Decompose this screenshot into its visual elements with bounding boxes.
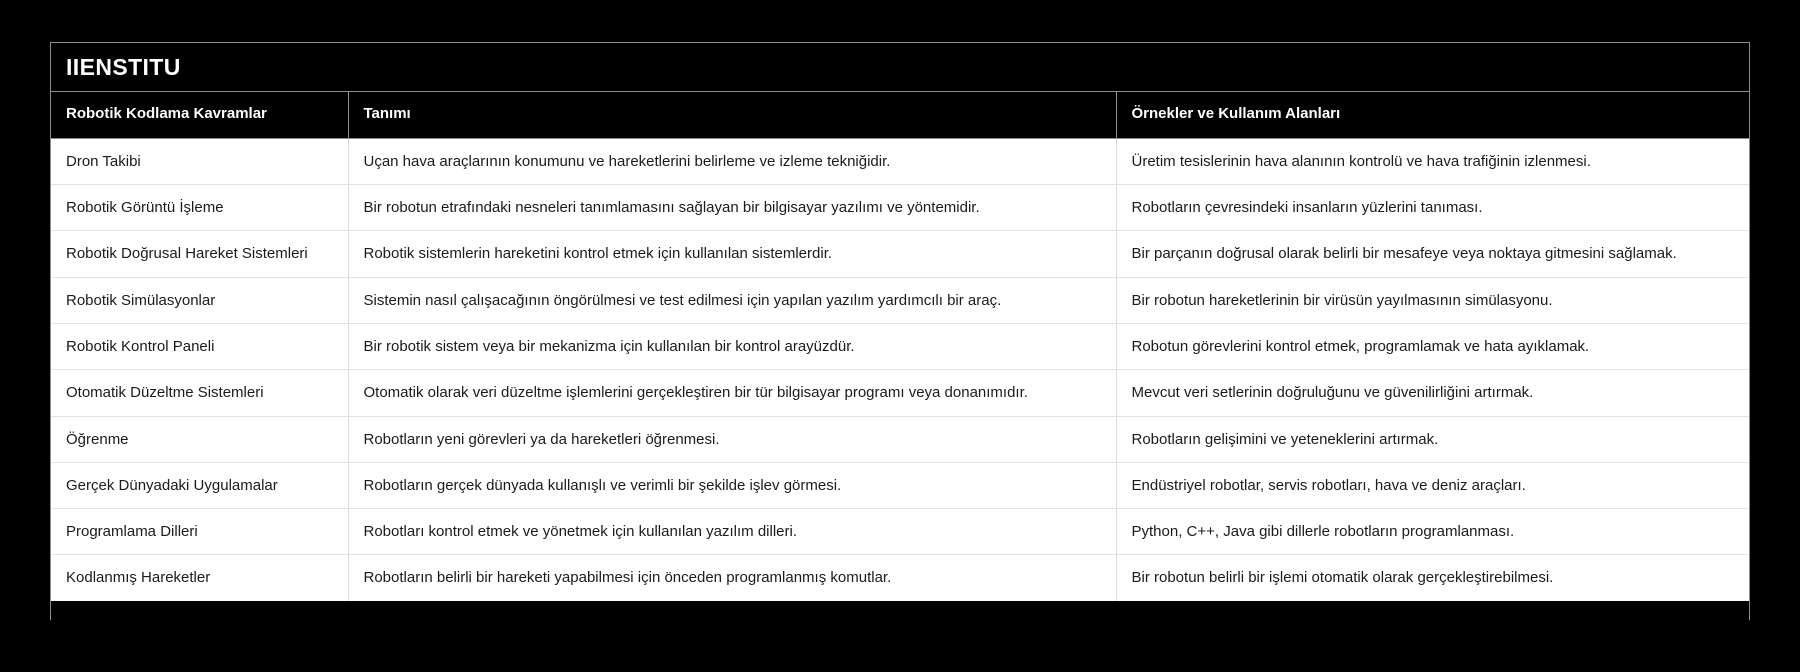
table-row [51, 138, 1749, 184]
cell-definition: Uçan hava araçlarının konumunu ve hareketlerini belirleme ve izleme tekniğidir. [348, 138, 1116, 184]
cell-definition: Robotların yeni görevleri ya da hareketleri öğrenmesi. [348, 416, 1116, 462]
cell-examples: Robotların gelişimini ve yeteneklerini artırmak. [1116, 416, 1749, 462]
brand-header [51, 43, 1749, 92]
cell-examples: Endüstriyel robotlar, servis robotları, hava ve deniz araçları. [1116, 462, 1749, 508]
cell-term: Robotik Doğrusal Hareket Sistemleri [51, 231, 348, 277]
cell-term: Kodlanmış Hareketler [51, 555, 348, 601]
table-row [51, 185, 1749, 231]
table-body [51, 138, 1749, 600]
table-header-row [51, 92, 1749, 138]
cell-examples: Robotun görevlerini kontrol etmek, programlamak ve hata ayıklamak. [1116, 323, 1749, 369]
cell-term: Otomatik Düzeltme Sistemleri [51, 370, 348, 416]
table-row [51, 555, 1749, 601]
cell-examples: Python, C++, Java gibi dillerle robotların programlanması. [1116, 509, 1749, 555]
cell-definition: Robotik sistemlerin hareketini kontrol etmek için kullanılan sistemlerdir. [348, 231, 1116, 277]
table-row [51, 277, 1749, 323]
column-header-term: Robotik Kodlama Kavramlar [51, 92, 348, 138]
cell-term: Robotik Görüntü İşleme [51, 185, 348, 231]
cell-examples: Üretim tesislerinin hava alanının kontrolü ve hava trafiğinin izlenmesi. [1116, 138, 1749, 184]
column-header-examples: Örnekler ve Kullanım Alanları [1116, 92, 1749, 138]
table-row [51, 231, 1749, 277]
cell-term: Robotik Kontrol Paneli [51, 323, 348, 369]
cell-definition: Sistemin nasıl çalışacağının öngörülmesi ve test edilmesi için yapılan yazılım yardımcılı bir araç. [348, 277, 1116, 323]
table-row [51, 462, 1749, 508]
table-row [51, 370, 1749, 416]
column-header-definition: Tanımı [348, 92, 1116, 138]
cell-examples: Bir robotun hareketlerinin bir virüsün yayılmasının simülasyonu. [1116, 277, 1749, 323]
cell-examples: Robotların çevresindeki insanların yüzlerini tanıması. [1116, 185, 1749, 231]
cell-examples: Bir robotun belirli bir işlemi otomatik olarak gerçekleştirebilmesi. [1116, 555, 1749, 601]
cell-definition: Robotların gerçek dünyada kullanışlı ve verimli bir şekilde işlev görmesi. [348, 462, 1116, 508]
cell-examples: Bir parçanın doğrusal olarak belirli bir mesafeye veya noktaya gitmesini sağlamak. [1116, 231, 1749, 277]
brand-logo: IIENSTITU [66, 53, 181, 80]
table-row [51, 509, 1749, 555]
cell-examples: Mevcut veri setlerinin doğruluğunu ve güvenilirliğini artırmak. [1116, 370, 1749, 416]
cell-term: Dron Takibi [51, 138, 348, 184]
cell-definition: Bir robotun etrafındaki nesneleri tanımlamasını sağlayan bir bilgisayar yazılımı ve yöntemidir. [348, 185, 1116, 231]
cell-term: Gerçek Dünyadaki Uygulamalar [51, 462, 348, 508]
table-row [51, 323, 1749, 369]
cell-definition: Robotların belirli bir hareketi yapabilmesi için önceden programlanmış komutlar. [348, 555, 1116, 601]
cell-term: Öğrenme [51, 416, 348, 462]
cell-definition: Bir robotik sistem veya bir mekanizma için kullanılan bir kontrol arayüzdür. [348, 323, 1116, 369]
table-header [51, 92, 1749, 138]
table-row [51, 416, 1749, 462]
cell-term: Robotik Simülasyonlar [51, 277, 348, 323]
cell-definition: Otomatik olarak veri düzeltme işlemlerini gerçekleştiren bir tür bilgisayar programı veya donanımıdır. [348, 370, 1116, 416]
cell-definition: Robotları kontrol etmek ve yönetmek için kullanılan yazılım dilleri. [348, 509, 1116, 555]
concepts-table-card [50, 42, 1750, 620]
cell-term: Programlama Dilleri [51, 509, 348, 555]
concepts-table [51, 92, 1749, 601]
